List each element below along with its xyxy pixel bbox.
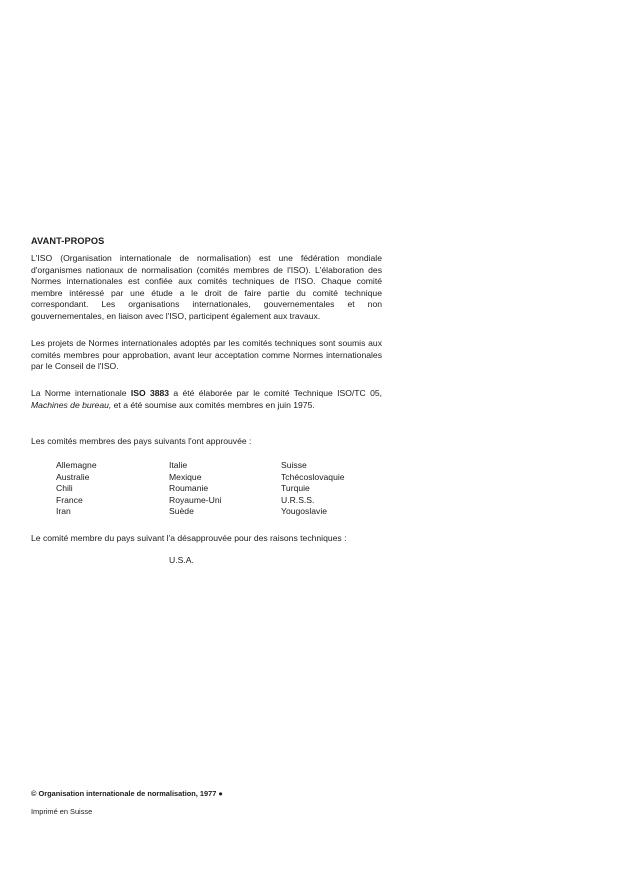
country-name: Iran — [56, 506, 71, 516]
country-name: Turquie — [281, 483, 310, 493]
paragraph-disapproval-intro — [31, 533, 382, 545]
country-name: Suède — [169, 506, 194, 516]
paragraph-text: L'ISO (Organisation internationale de normalisation) est une fédération mondiale d'organismes nationaux de normalisation (comités membres de l'ISO). L'élaboration des Normes internationales est confiée aux comités techniques de l'ISO. Chaque comité membre intéressé par une étude a le droit de faire partie du comité technique correspondant. Les organisations internationales, gouvernementales et non gouvernementales, en liaison avec l'ISO, participent également aux travaux. — [31, 253, 382, 321]
country-row — [56, 495, 376, 507]
country-row — [56, 460, 376, 472]
paragraph-text — [31, 388, 382, 411]
printed-in-note: Imprimé en Suisse — [31, 807, 93, 816]
country-name: Tchécoslovaquie — [281, 471, 345, 482]
paragraph-iso-description — [31, 253, 382, 322]
committee-title: Machines de bureau, — [31, 399, 112, 410]
country-row — [56, 472, 376, 484]
paragraph-approvals-intro — [31, 436, 382, 448]
text-part: et a été soumise aux comités membres en juin 1975. — [111, 399, 315, 410]
text-part: a été élaborée par le comité Technique ISO/TC 05, — [169, 388, 383, 398]
country-row — [56, 483, 376, 495]
disapproving-country: U.S.A. — [169, 555, 194, 565]
country-name: France — [56, 494, 83, 505]
country-name: Roumanie — [169, 483, 209, 493]
copyright-notice: © Organisation internationale de normalisation, 1977 ● — [31, 789, 223, 798]
country-name: Italie — [169, 460, 188, 470]
approving-countries-list — [56, 460, 376, 518]
paragraph-text: Les projets de Normes internationales adoptés par les comités techniques sont soumis aux comités membres pour approbation, avant leur acceptation comme Normes internationales par le Conseil de l'ISO. — [31, 338, 382, 371]
country-name: Royaume-Uni — [169, 494, 222, 505]
country-name: Suisse — [281, 460, 307, 470]
paragraph-adoption-process — [31, 338, 382, 373]
foreword-heading: AVANT-PROPOS — [31, 236, 105, 246]
text-part: La Norme internationale — [31, 388, 131, 398]
paragraph-text: Le comité membre du pays suivant l'a désapprouvée pour des raisons techniques : — [31, 533, 347, 543]
country-name: Mexique — [169, 471, 202, 482]
country-name: U.R.S.S. — [281, 494, 315, 505]
country-name: Chili — [56, 483, 73, 493]
iso-standard-number: ISO 3883 — [130, 388, 170, 398]
country-row — [56, 506, 376, 518]
country-name: Yougoslavie — [281, 506, 328, 516]
paragraph-standard-origin — [31, 388, 382, 411]
country-name: Australie — [56, 471, 90, 482]
country-name: Allemagne — [56, 460, 97, 470]
paragraph-text: Les comités membres des pays suivants l'ont approuvée : — [31, 436, 252, 446]
